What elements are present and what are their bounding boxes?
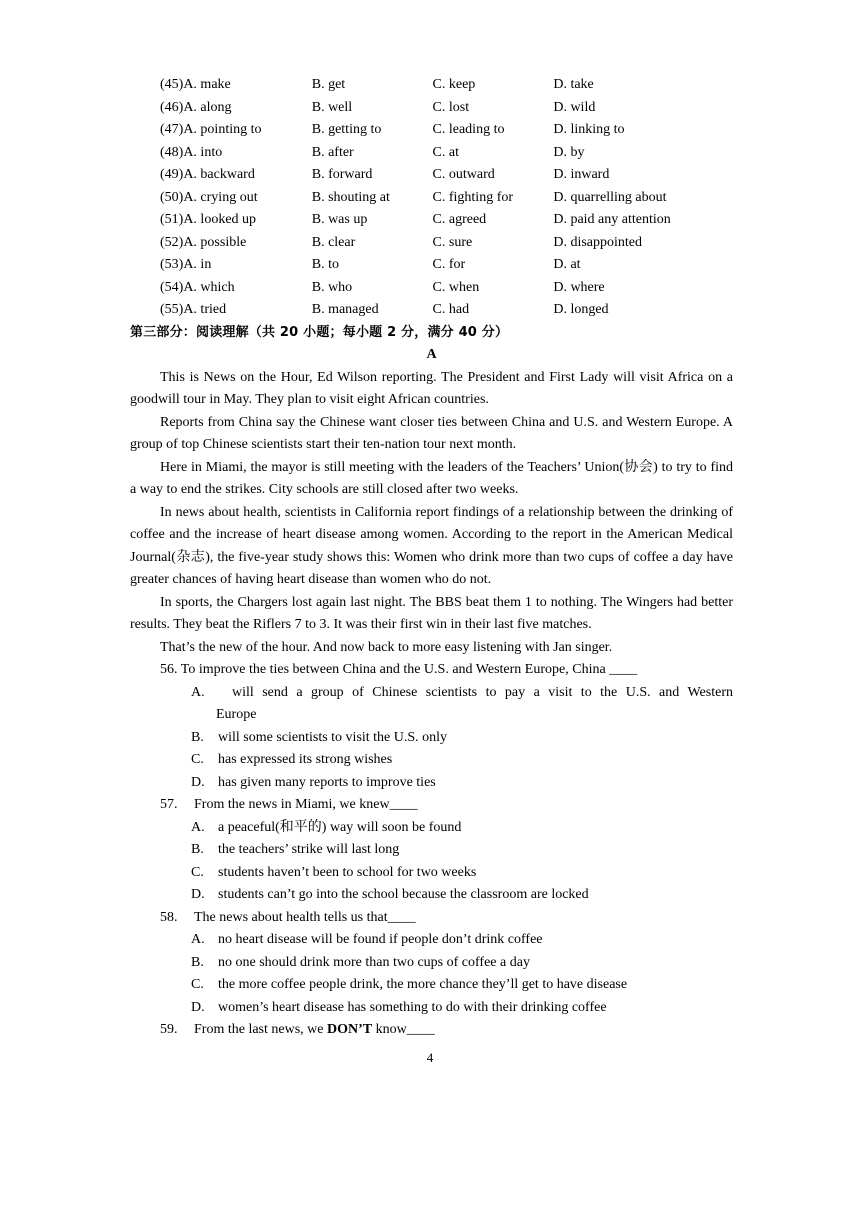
option-c: C. leading to [432, 122, 505, 137]
passage-paragraph: In sports, the Chargers lost again last night. The BBS beat them 1 to nothing. The Wingers had better results. They beat the Riflers 7 to 3. It was their first win in their last five matches. [130, 594, 733, 632]
option-row [130, 209, 733, 232]
question-57-stem [130, 794, 733, 817]
option-b: B. clear [311, 234, 356, 250]
option-row [130, 74, 733, 97]
option-a: (50)A. crying out [160, 189, 258, 205]
option-label: C. [191, 752, 204, 767]
option-row [130, 232, 733, 255]
question-text: The news about health tells us that____ [194, 909, 416, 925]
question-58-option-d [130, 997, 733, 1020]
options-table [130, 74, 733, 322]
question-text: From the news in Miami, we knew____ [194, 797, 418, 812]
option-text: women’s heart disease has something to do with their drinking coffee [218, 999, 607, 1015]
passage-paragraph: Reports from China say the Chinese want closer ties between China and U.S. and Western Europe. A group of top Chinese scientists start their ten-nation tour next month. [130, 414, 733, 452]
option-text: has expressed its strong wishes [218, 752, 393, 767]
option-c: C. lost [432, 99, 470, 115]
option-label: D. [191, 887, 205, 902]
question-57-option-a [130, 817, 733, 840]
option-label: A. [191, 932, 205, 947]
option-label: A. [191, 819, 205, 835]
question-58-option-c [130, 974, 733, 997]
option-d: D. quarrelling about [553, 189, 667, 205]
option-b: B. get [311, 77, 346, 92]
option-c: C. for [432, 257, 466, 272]
option-a: (45)A. make [160, 77, 231, 92]
option-row [130, 187, 733, 210]
option-b: B. who [311, 279, 353, 295]
passage-label: A [426, 347, 437, 362]
option-text: no one should drink more than two cups of coffee a day [218, 954, 530, 970]
option-b: B. forward [311, 167, 373, 182]
option-row [130, 142, 733, 165]
option-d: D. longed [553, 302, 609, 317]
option-c: C. agreed [432, 212, 487, 227]
option-text-continued: Europe [216, 707, 257, 722]
option-text: will some scientists to visit the U.S. only [218, 729, 448, 745]
option-a: (55)A. tried [160, 302, 227, 317]
question-58-stem [130, 907, 733, 930]
passage-paragraph: This is News on the Hour, Ed Wilson reporting. The President and First Lady will visit Africa on a goodwill tour in May. They plan to visit eight African countries. [130, 369, 733, 407]
option-row [130, 119, 733, 142]
option-a: (52)A. possible [160, 234, 247, 250]
passage-paragraph: In news about health, scientists in California report findings of a relationship between the drinking of coffee and the increase of heart disease among women. According to the report in the American Medical Journal(杂志), the five-year study shows this: Women who drink more than two cups of coffee a day have greater chances of having heart disease than women who do not. [130, 504, 733, 587]
question-emphasis: DON’T [326, 1022, 373, 1037]
option-d: D. linking to [553, 122, 625, 137]
option-text: no heart disease will be found if people don’t drink coffee [218, 932, 543, 947]
page-number: 4 [426, 1050, 434, 1065]
question-59-stem [130, 1019, 733, 1042]
option-c: C. when [432, 279, 480, 295]
option-d: D. where [553, 279, 605, 295]
option-row [130, 299, 733, 322]
question-57-option-b [130, 839, 733, 862]
option-d: D. wild [553, 99, 596, 115]
option-label: B. [191, 954, 204, 970]
question-56-option-b [130, 727, 733, 750]
option-b: B. managed [311, 302, 379, 317]
option-c: C. fighting for [432, 189, 514, 205]
page-content [130, 74, 733, 1042]
option-d: D. at [553, 257, 581, 272]
option-d: D. paid any attention [553, 212, 671, 227]
passage-paragraph: That’s the new of the hour. And now back to more easy listening with Jan singer. [160, 639, 613, 655]
question-56-option-a [130, 682, 733, 727]
question-number: 58. [160, 909, 178, 925]
option-b: B. getting to [311, 122, 382, 137]
option-label: B. [191, 729, 204, 745]
question-text-end: know____ [372, 1022, 435, 1037]
passage-paragraph: Here in Miami, the mayor is still meeting with the leaders of the Teachers’ Union(协会) to try to find a way to end the strikes. City schools are still closed after two weeks. [130, 459, 733, 497]
passage [130, 367, 733, 660]
question-56-stem: 56. To improve the ties between China and the U.S. and Western Europe, China ____ [160, 662, 638, 677]
option-c: C. keep [432, 77, 476, 92]
option-text: the more coffee people drink, the more chance they’ll get to have disease [218, 977, 628, 992]
option-text: a peaceful(和平的) way will soon be found [218, 819, 462, 835]
option-a: (48)A. into [160, 144, 223, 160]
option-label: D. [191, 774, 205, 790]
question-56-option-c [130, 749, 733, 772]
option-text: students can’t go into the school because the classroom are locked [218, 887, 589, 902]
option-c: C. sure [432, 234, 473, 250]
option-c: C. had [432, 302, 470, 317]
option-c: C. at [432, 144, 459, 160]
option-a: (47)A. pointing to [160, 122, 262, 137]
question-number: 59. [160, 1022, 178, 1037]
option-a: (51)A. looked up [160, 212, 257, 227]
option-text: will send a group of Chinese scientists to pay a visit to the U.S. and Western [232, 684, 733, 700]
option-b: B. after [311, 144, 354, 160]
option-a: (49)A. backward [160, 167, 255, 182]
option-label: A. [191, 684, 205, 700]
question-57-option-c [130, 862, 733, 885]
option-label: C. [191, 977, 204, 992]
option-d: D. by [553, 144, 585, 160]
option-row [130, 254, 733, 277]
option-d: D. disappointed [553, 234, 642, 250]
option-a: (53)A. in [160, 257, 212, 272]
option-b: B. well [311, 99, 353, 115]
option-d: D. take [553, 77, 594, 92]
option-row [130, 164, 733, 187]
question-56-option-d [130, 772, 733, 795]
option-c: C. outward [432, 167, 495, 182]
question-text: From the last news, we [194, 1022, 327, 1037]
option-row [130, 97, 733, 120]
option-label: D. [191, 999, 205, 1015]
section-title: 第三部分：阅读理解（共 20 小题；每小题 2 分，满分 40 分） [130, 324, 509, 340]
option-label: B. [191, 842, 204, 857]
option-row [130, 277, 733, 300]
option-label: C. [191, 864, 204, 880]
option-a: (54)A. which [160, 279, 235, 295]
question-number: 57. [160, 797, 178, 812]
option-text: the teachers’ strike will last long [218, 842, 400, 857]
option-text: students haven’t been to school for two weeks [218, 864, 477, 880]
question-58-option-b [130, 952, 733, 975]
option-a: (46)A. along [160, 99, 232, 115]
option-text: has given many reports to improve ties [218, 774, 436, 790]
question-57-option-d [130, 884, 733, 907]
option-d: D. inward [553, 167, 610, 182]
option-b: B. shouting at [311, 189, 390, 205]
question-58-option-a [130, 929, 733, 952]
option-b: B. to [311, 257, 339, 272]
option-b: B. was up [311, 212, 368, 227]
